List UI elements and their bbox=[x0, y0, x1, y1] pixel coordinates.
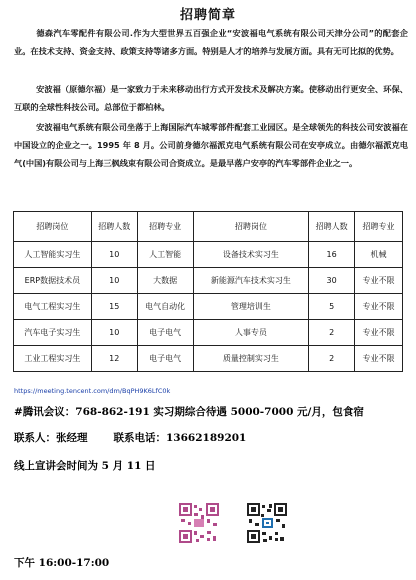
table-cell: 10 bbox=[91, 320, 137, 346]
contact-person: 联系人：张经理 bbox=[14, 432, 88, 444]
table-row bbox=[14, 346, 403, 372]
qr-code-icon bbox=[179, 503, 219, 543]
table-cell: 大数据 bbox=[137, 268, 193, 294]
page-title: 招聘简章 bbox=[179, 8, 236, 23]
table-cell: 专业不限 bbox=[355, 268, 403, 294]
table-row bbox=[14, 268, 403, 294]
table-cell: 专业不限 bbox=[355, 320, 403, 346]
meeting-link[interactable]: https://meeting.tencent.com/dm/BqPH9K6LfC0k bbox=[14, 387, 171, 395]
table-header-row bbox=[14, 212, 403, 242]
header-count: 招聘人数 bbox=[91, 212, 137, 242]
table-cell: 12 bbox=[91, 346, 137, 372]
table-cell: 管理培训生 bbox=[193, 294, 309, 320]
paragraph-aptiv bbox=[14, 80, 408, 116]
table-cell: 专业不限 bbox=[355, 346, 403, 372]
meeting-info: #腾讯会议：768-862-191 实习期综合待遇 5000-7000 元/月，包食宿 bbox=[14, 406, 364, 418]
table-row bbox=[14, 242, 403, 268]
paragraph-aptiv-electric bbox=[14, 118, 408, 172]
table-cell: 人工智能实习生 bbox=[14, 242, 92, 268]
table-cell: 汽车电子实习生 bbox=[14, 320, 92, 346]
paragraph-aptiv-electric-text: 安波福电气系统有限公司坐落于上海国际汽车城零部件配套工业园区。是全球领先的科技公司安波福在中国设立的企业之一。1995 年 8 月。公司前身德尔福派克电气系统有限公司在安亭成立。由德尔福派克电气(中国)有限公司与上海三枫线束有限公司合资成立。是最早落户安亭的汽车零部件企业之一。 bbox=[14, 122, 408, 168]
table-cell: 16 bbox=[309, 242, 355, 268]
table-cell: 设备技术实习生 bbox=[193, 242, 309, 268]
table-cell: 电子电气 bbox=[137, 346, 193, 372]
table-cell: 人事专员 bbox=[193, 320, 309, 346]
paragraph-company-text: 德森汽车零配件有限公司.作为大型世界五百强企业“安波福电气系统有限公司天津分公司”的配套企业。在技术支持、资金支持、政策支持等诸多方面。特别是人才的培养与发展方面。具有无可比拟的优势。 bbox=[14, 28, 408, 56]
table-cell: 电子电气 bbox=[137, 320, 193, 346]
table-cell: 机械 bbox=[355, 242, 403, 268]
table-cell: 10 bbox=[91, 242, 137, 268]
jobs-table bbox=[13, 211, 403, 372]
header-position: 招聘岗位 bbox=[14, 212, 92, 242]
table-cell: 5 bbox=[309, 294, 355, 320]
briefing-date: 线上宣讲会时间为 5 月 11 日 bbox=[14, 460, 156, 472]
table-cell: 质量控制实习生 bbox=[193, 346, 309, 372]
paragraph-aptiv-text: 安波福（原德尔福）是一家致力于未来移动出行方式开发技术及解决方案。使移动出行更安全、环保、互联的全球性科技公司。总部位于都柏林。 bbox=[14, 84, 408, 112]
table-cell: 电气工程实习生 bbox=[14, 294, 92, 320]
contact-phone: 联系电话：13662189201 bbox=[113, 432, 247, 444]
table-row bbox=[14, 320, 403, 346]
table-cell: 10 bbox=[91, 268, 137, 294]
table-cell: 2 bbox=[309, 346, 355, 372]
table-cell: 2 bbox=[309, 320, 355, 346]
table-cell: 新能源汽车技术实习生 bbox=[193, 268, 309, 294]
table-row bbox=[14, 294, 403, 320]
header-count-2: 招聘人数 bbox=[309, 212, 355, 242]
qr-code-icon bbox=[247, 503, 287, 543]
table-cell: 15 bbox=[91, 294, 137, 320]
contact-line bbox=[14, 430, 246, 445]
briefing-time: 下午 16:00-17:00 bbox=[14, 557, 110, 569]
header-major: 招聘专业 bbox=[137, 212, 193, 242]
table-cell: 电气自动化 bbox=[137, 294, 193, 320]
paragraph-company bbox=[14, 24, 408, 60]
table-cell: 专业不限 bbox=[355, 294, 403, 320]
table-cell: 30 bbox=[309, 268, 355, 294]
table-cell: ERP数据技术员 bbox=[14, 268, 92, 294]
header-position-2: 招聘岗位 bbox=[193, 212, 309, 242]
table-cell: 工业工程实习生 bbox=[14, 346, 92, 372]
header-major-2: 招聘专业 bbox=[355, 212, 403, 242]
table-cell: 人工智能 bbox=[137, 242, 193, 268]
